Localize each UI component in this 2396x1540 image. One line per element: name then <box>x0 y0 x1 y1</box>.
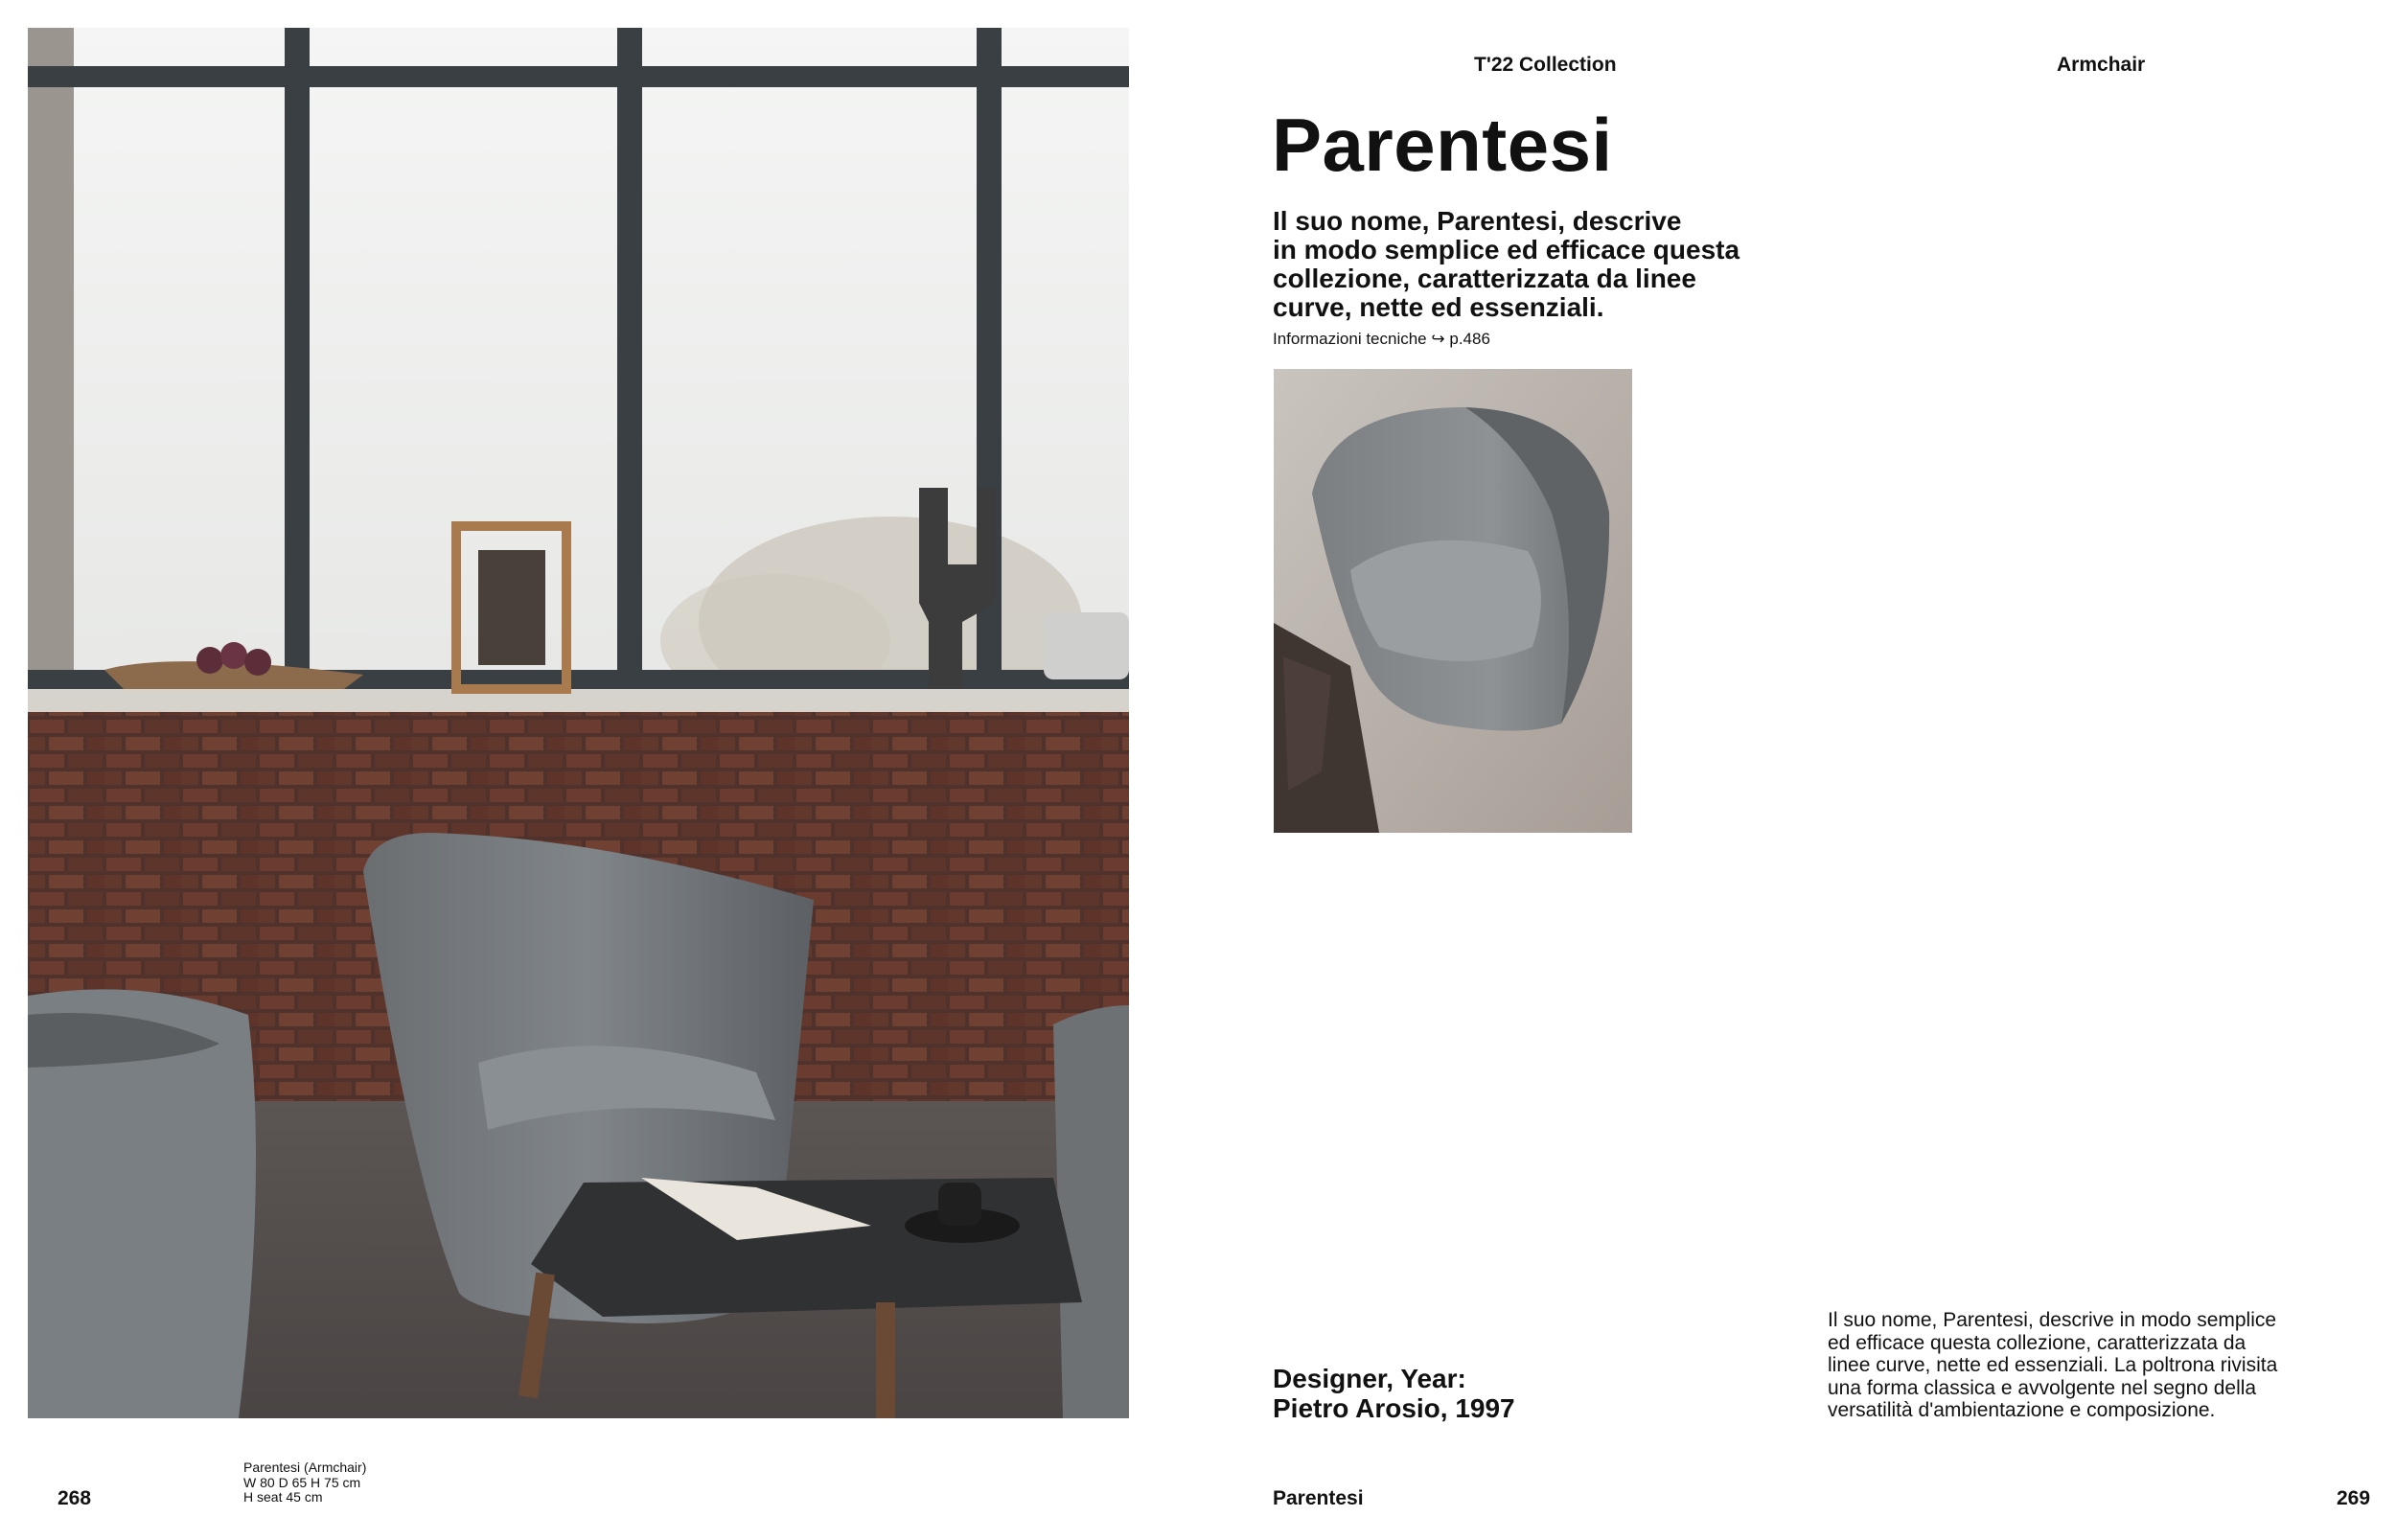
photo-caption <box>243 1460 366 1506</box>
category-label: Armchair <box>2057 54 2146 76</box>
designer-label: Designer, Year: <box>1273 1364 1466 1393</box>
tech-info-link[interactable] <box>1273 330 1490 349</box>
page-number-left: 268 <box>58 1487 92 1509</box>
arrow-icon: ↪ <box>1431 330 1445 348</box>
designer-value: Pietro Arosio, 1997 <box>1273 1393 1515 1423</box>
product-title: Parentesi <box>1272 103 1613 187</box>
lead-line: collezione, caratterizzata da linee <box>1273 264 1696 293</box>
caption-line: H seat 45 cm <box>243 1489 323 1505</box>
lead-line: Il suo nome, Parentesi, descrive <box>1273 206 1682 236</box>
description-line: una forma classica e avvolgente nel segno della <box>1828 1376 2257 1399</box>
caption-line: W 80 D 65 H 75 cm <box>243 1474 361 1490</box>
armchair-product-photo <box>1274 369 1632 833</box>
page-number-right: 269 <box>2337 1487 2371 1509</box>
product-description <box>1828 1309 2336 1422</box>
lead-paragraph <box>1273 207 1771 322</box>
lead-line: in modo semplice ed efficace questa <box>1273 235 1740 264</box>
description-line: Il suo nome, Parentesi, descrive in modo semplice <box>1828 1309 2277 1331</box>
tech-info-label: Informazioni tecniche <box>1273 330 1427 348</box>
description-line: linee curve, nette ed essenziali. La poltrona rivisita <box>1828 1354 2278 1377</box>
interior-photo <box>28 28 1129 1418</box>
caption-line: Parentesi (Armchair) <box>243 1460 367 1475</box>
description-line: versatilità d'ambientazione e composizione. <box>1828 1399 2216 1422</box>
designer-info <box>1273 1364 1515 1423</box>
collection-label: T'22 Collection <box>1474 54 1617 76</box>
tech-info-page: p.486 <box>1449 330 1490 348</box>
running-title: Parentesi <box>1273 1487 1364 1509</box>
description-line: ed efficace questa collezione, caratterizzata da <box>1828 1331 2246 1354</box>
lead-line: curve, nette ed essenziali. <box>1273 292 1604 322</box>
